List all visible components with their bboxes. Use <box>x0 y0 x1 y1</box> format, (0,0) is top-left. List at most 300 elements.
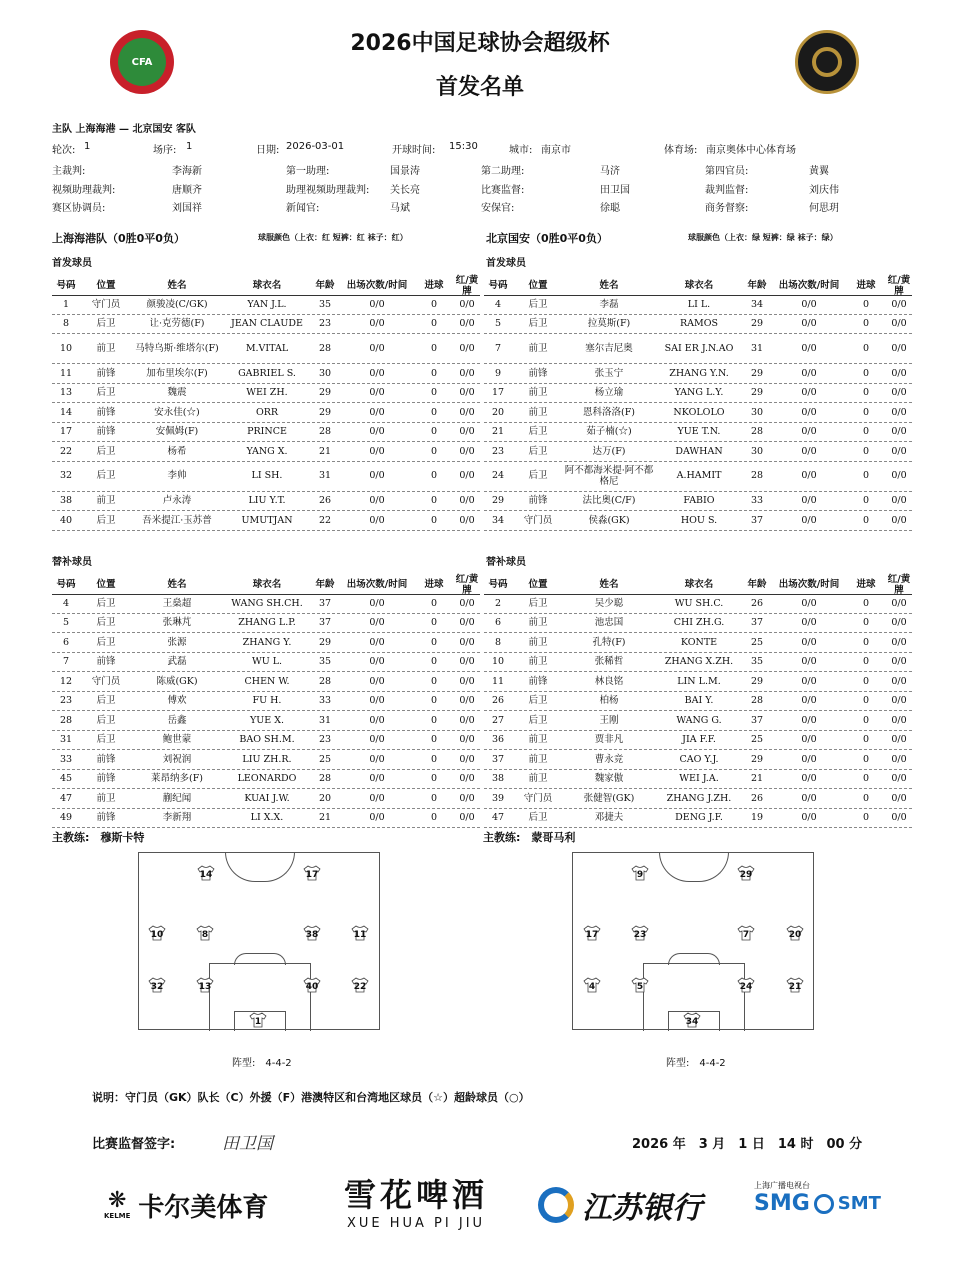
table-cell: 47 <box>491 812 505 824</box>
table-cell: LI SH. <box>251 470 283 482</box>
home-kit: 球服颜色（上衣：红 短裤：红 袜子：红） <box>258 233 408 242</box>
table-cell: 0/0 <box>801 514 817 526</box>
shirt-icon <box>737 977 755 993</box>
table-cell: 前卫 <box>528 406 548 418</box>
table-cell: 0/0 <box>369 792 385 804</box>
table-cell: 前卫 <box>528 342 548 354</box>
table-cell: 0/0 <box>891 636 907 648</box>
table-cell: 吾米提江·玉苏普 <box>142 514 212 526</box>
table-cell: 0/0 <box>891 597 907 609</box>
home-starters-label: 首发球员 <box>52 258 92 269</box>
table-cell: 贾非凡 <box>594 734 624 746</box>
table-row <box>484 403 912 423</box>
table-cell: ZHANG L.P. <box>238 617 296 629</box>
table-cell: LIU Y.T. <box>248 495 286 507</box>
table-cell: 安佩姆(F) <box>155 426 199 438</box>
table-cell: 0/0 <box>801 342 817 354</box>
table-cell: 0 <box>430 495 438 507</box>
table-cell: YANG L.Y. <box>674 387 724 399</box>
home-subs-label: 替补球员 <box>52 557 92 568</box>
shirt-icon <box>196 977 214 993</box>
table-cell: 0 <box>862 773 870 785</box>
table-cell: 33 <box>59 753 73 765</box>
round-label: 轮次: <box>52 145 76 156</box>
table-cell: 张源 <box>167 636 187 648</box>
table-cell: 前卫 <box>528 656 548 668</box>
table-cell: RAMOS <box>679 318 719 330</box>
shirt-icon <box>737 925 755 941</box>
table-cell: 前锋 <box>528 367 548 379</box>
table-row <box>484 770 912 790</box>
table-cell: 0/0 <box>459 773 475 785</box>
table-cell: SAI ER J.N.AO <box>664 342 734 354</box>
table-cell: 2 <box>494 597 502 609</box>
home-subs-header <box>52 573 480 596</box>
column-header: 红/黄牌 <box>887 573 911 596</box>
table-cell: 1 <box>62 298 70 310</box>
snow-text: 雪花啤酒 <box>344 1176 489 1214</box>
table-cell: 0 <box>430 695 438 707</box>
table-cell: 0 <box>430 470 438 482</box>
table-cell: 0 <box>430 636 438 648</box>
away-starters-label: 首发球员 <box>486 258 526 269</box>
table-row <box>484 653 912 673</box>
table-cell: FU H. <box>252 695 282 707</box>
shirt-number: 9 <box>636 870 644 880</box>
table-cell: 24 <box>491 470 505 482</box>
table-cell: CHEN W. <box>244 675 290 687</box>
table-row <box>484 364 912 384</box>
table-cell: YANG X. <box>246 445 288 457</box>
column-header: 位置 <box>96 579 116 591</box>
table-cell: 0/0 <box>891 773 907 785</box>
column-header: 球衣名 <box>252 579 282 591</box>
table-cell: BAO SH.M. <box>239 734 295 746</box>
smt-text: SMT <box>837 1193 881 1214</box>
table-cell: 30 <box>750 406 764 418</box>
table-cell: 王燊超 <box>162 597 192 609</box>
official-name: 刘庆伟 <box>809 185 839 196</box>
table-cell: 31 <box>750 342 764 354</box>
table-cell: 0/0 <box>369 617 385 629</box>
table-cell: 28 <box>750 470 764 482</box>
table-cell: LIN L.M. <box>677 675 721 687</box>
away-subs-header <box>484 573 912 596</box>
table-cell: 0/0 <box>369 714 385 726</box>
table-cell: 47 <box>59 792 73 804</box>
table-cell: 0/0 <box>891 734 907 746</box>
table-row <box>484 384 912 404</box>
table-cell: 0/0 <box>801 495 817 507</box>
table-cell: 4 <box>494 298 502 310</box>
official-label: 商务督察: <box>705 203 749 214</box>
table-cell: 0/0 <box>891 792 907 804</box>
table-cell: 魏家傲 <box>594 773 624 785</box>
table-cell: 0/0 <box>801 367 817 379</box>
table-cell: 0/0 <box>459 753 475 765</box>
table-cell: 傅欢 <box>167 695 187 707</box>
table-row <box>52 692 480 712</box>
table-row <box>52 295 480 315</box>
official-label: 比赛监督: <box>481 185 525 196</box>
official-label: 助理视频助理裁判: <box>286 185 370 196</box>
table-row <box>52 653 480 673</box>
table-cell: 后卫 <box>528 318 548 330</box>
table-cell: 28 <box>318 342 332 354</box>
table-cell: 0/0 <box>459 387 475 399</box>
shirt-icon <box>196 925 214 941</box>
shirt-number: 22 <box>353 982 367 992</box>
table-cell: 32 <box>59 470 73 482</box>
table-cell: 7 <box>494 342 502 354</box>
signature-label: 比赛监督签字: <box>92 1137 176 1152</box>
table-cell: 0/0 <box>891 445 907 457</box>
shirt-icon <box>683 1012 701 1028</box>
table-cell: 0 <box>430 753 438 765</box>
shirt-number: 14 <box>199 870 213 880</box>
table-cell: 0/0 <box>891 387 907 399</box>
table-cell: 0/0 <box>801 675 817 687</box>
table-cell: 26 <box>491 695 505 707</box>
table-cell: 0/0 <box>369 636 385 648</box>
table-row <box>52 614 480 634</box>
table-cell: 21 <box>318 812 332 824</box>
table-cell: 28 <box>750 695 764 707</box>
table-cell: 25 <box>750 734 764 746</box>
smg-sponsor <box>754 1180 881 1230</box>
table-cell: 0/0 <box>801 812 817 824</box>
table-cell: 前卫 <box>96 495 116 507</box>
table-cell: CHI ZH.G. <box>673 617 725 629</box>
table-cell: 0 <box>862 367 870 379</box>
table-row <box>52 364 480 384</box>
away-subs-label: 替补球员 <box>486 557 526 568</box>
table-cell: 0/0 <box>801 734 817 746</box>
away-coach: 主教练: 蒙哥马利 <box>483 831 576 844</box>
table-cell: 0 <box>862 617 870 629</box>
table-cell: 0 <box>430 445 438 457</box>
table-cell: 王刚 <box>599 714 619 726</box>
shirt-number: 38 <box>305 930 319 940</box>
cfa-logo-inner: CFA <box>118 38 166 86</box>
round-value: 1 <box>84 141 91 152</box>
table-cell: 25 <box>318 753 332 765</box>
shirt-icon <box>148 977 166 993</box>
table-cell: 后卫 <box>96 597 116 609</box>
table-cell: 0/0 <box>369 695 385 707</box>
table-cell: 0/0 <box>459 342 475 354</box>
column-header: 出场次数/时间 <box>778 579 840 591</box>
table-row <box>52 315 480 335</box>
table-cell: 0/0 <box>801 656 817 668</box>
table-row <box>484 295 912 315</box>
table-cell: 29 <box>491 495 505 507</box>
table-cell: 37 <box>750 514 764 526</box>
table-cell: 0/0 <box>459 734 475 746</box>
shirt-icon <box>631 865 649 881</box>
table-cell: 后卫 <box>96 514 116 526</box>
table-cell: 0/0 <box>459 617 475 629</box>
shirt-number: 7 <box>742 930 750 940</box>
table-cell: 0/0 <box>459 298 475 310</box>
table-cell: 37 <box>750 714 764 726</box>
table-row <box>52 672 480 692</box>
table-cell: M.VITAL <box>245 342 289 354</box>
table-cell: 0/0 <box>369 298 385 310</box>
table-cell: 陈威(GK) <box>156 675 198 687</box>
table-cell: 23 <box>491 445 505 457</box>
table-row <box>52 633 480 653</box>
signed-time: 2026 年 3 月 1 日 14 时 00 分 <box>632 1137 863 1152</box>
table-row <box>52 334 480 364</box>
table-cell: 0/0 <box>459 597 475 609</box>
table-cell: 张玉宁 <box>594 367 624 379</box>
table-cell: 5 <box>62 617 70 629</box>
city-value: 南京市 <box>541 145 571 156</box>
column-header: 年龄 <box>747 579 767 591</box>
city-label: 城市: <box>509 145 533 156</box>
table-cell: 茹子楠(☆) <box>586 426 632 438</box>
table-cell: 0 <box>430 597 438 609</box>
table-cell: 前锋 <box>96 812 116 824</box>
table-row <box>52 750 480 770</box>
table-cell: 李新翔 <box>162 812 192 824</box>
table-cell: 26 <box>750 792 764 804</box>
table-cell: 0 <box>862 597 870 609</box>
table-cell: 前锋 <box>528 675 548 687</box>
table-cell: 0/0 <box>459 636 475 648</box>
table-cell: 0 <box>430 318 438 330</box>
smg-text: SMG <box>754 1191 810 1216</box>
table-cell: 安永佳(☆) <box>154 406 200 418</box>
column-header: 号码 <box>488 280 508 292</box>
table-cell: 达万(F) <box>592 445 626 457</box>
column-header: 姓名 <box>599 280 619 292</box>
table-cell: 后卫 <box>96 470 116 482</box>
table-cell: 28 <box>318 773 332 785</box>
table-row <box>484 809 912 829</box>
column-header: 进球 <box>856 280 876 292</box>
table-cell: 5 <box>494 318 502 330</box>
table-cell: 0/0 <box>801 636 817 648</box>
table-row <box>484 511 912 531</box>
table-cell: 0 <box>862 812 870 824</box>
table-cell: 0 <box>862 792 870 804</box>
table-cell: 31 <box>318 714 332 726</box>
table-cell: 后卫 <box>96 387 116 399</box>
shirt-icon <box>303 865 321 881</box>
table-cell: 30 <box>750 445 764 457</box>
table-cell: 后卫 <box>96 617 116 629</box>
table-cell: 4 <box>62 597 70 609</box>
table-row <box>52 594 480 614</box>
table-row <box>52 770 480 790</box>
table-cell: 11 <box>59 367 73 379</box>
table-cell: 34 <box>491 514 505 526</box>
away-formation: 阵型: 4-4-2 <box>666 1058 726 1069</box>
table-cell: 0/0 <box>801 617 817 629</box>
table-cell: 29 <box>318 406 332 418</box>
table-row <box>52 384 480 404</box>
snow-beer-sponsor <box>344 1170 488 1240</box>
away-kit: 球服颜色（上衣：绿 短裤：绿 袜子：绿） <box>688 233 838 242</box>
column-header: 出场次数/时间 <box>346 280 408 292</box>
table-cell: 20 <box>491 406 505 418</box>
table-cell: 0/0 <box>891 406 907 418</box>
column-header: 号码 <box>56 280 76 292</box>
shirt-icon <box>303 977 321 993</box>
table-cell: 0 <box>862 656 870 668</box>
table-cell: YUE T.N. <box>677 426 721 438</box>
table-cell: 0 <box>430 514 438 526</box>
table-cell: 0 <box>430 675 438 687</box>
table-cell: 23 <box>318 318 332 330</box>
table-cell: 0 <box>862 514 870 526</box>
shirt-number: 8 <box>201 930 209 940</box>
table-cell: 孔特(F) <box>592 636 626 648</box>
table-cell: 池忠国 <box>594 617 624 629</box>
table-cell: 40 <box>59 514 73 526</box>
table-cell: 28 <box>318 675 332 687</box>
table-cell: 守门员 <box>91 675 121 687</box>
column-header: 年龄 <box>315 579 335 591</box>
table-cell: 法比奥(C/F) <box>582 495 636 507</box>
shirt-icon <box>583 977 601 993</box>
table-row <box>484 692 912 712</box>
table-cell: 0/0 <box>801 753 817 765</box>
official-label: 赛区协调员: <box>52 203 106 214</box>
table-cell: 守门员 <box>523 792 553 804</box>
table-cell: 0/0 <box>369 445 385 457</box>
match-label: 场序: <box>153 145 177 156</box>
official-name: 田卫国 <box>600 185 630 196</box>
table-cell: 22 <box>318 514 332 526</box>
table-cell: 0/0 <box>369 514 385 526</box>
official-name: 关长亮 <box>390 185 420 196</box>
table-cell: 0/0 <box>369 753 385 765</box>
table-cell: 0/0 <box>459 367 475 379</box>
column-header: 号码 <box>56 579 76 591</box>
table-cell: 37 <box>318 597 332 609</box>
shirt-icon <box>351 977 369 993</box>
table-row <box>484 423 912 443</box>
table-cell: 0/0 <box>891 426 907 438</box>
table-cell: ORR <box>255 406 279 418</box>
table-cell: 26 <box>750 597 764 609</box>
teams-line: 主队 上海海港 — 北京国安 客队 <box>52 124 196 135</box>
column-header: 进球 <box>856 579 876 591</box>
away-pitch <box>572 852 814 1030</box>
table-cell: 0/0 <box>459 812 475 824</box>
table-cell: 卢永涛 <box>162 495 192 507</box>
home-formation: 阵型: 4-4-2 <box>232 1058 292 1069</box>
column-header: 红/黄牌 <box>887 274 911 297</box>
table-cell: 0 <box>862 387 870 399</box>
shirt-number: 40 <box>305 982 319 992</box>
table-cell: 0/0 <box>459 426 475 438</box>
table-cell: 0 <box>862 753 870 765</box>
table-cell: 马特乌斯·维塔尔(F) <box>135 342 219 354</box>
table-cell: 0 <box>862 342 870 354</box>
official-label: 视频助理裁判: <box>52 185 116 196</box>
table-cell: 后卫 <box>528 470 548 482</box>
table-cell: 28 <box>59 714 73 726</box>
column-header: 进球 <box>424 579 444 591</box>
table-cell: 0/0 <box>801 445 817 457</box>
table-cell: 39 <box>491 792 505 804</box>
table-cell: WU L. <box>251 656 283 668</box>
shirt-number: 34 <box>685 1017 699 1027</box>
table-cell: 29 <box>750 753 764 765</box>
table-cell: 李磊 <box>599 298 619 310</box>
table-row <box>52 809 480 829</box>
table-cell: 29 <box>318 387 332 399</box>
table-cell: 8 <box>494 636 502 648</box>
table-cell: 前锋 <box>96 656 116 668</box>
table-cell: 0/0 <box>891 714 907 726</box>
table-cell: 27 <box>491 714 505 726</box>
table-cell: 前锋 <box>528 495 548 507</box>
table-cell: 0/0 <box>369 367 385 379</box>
table-row <box>52 492 480 512</box>
table-cell: 29 <box>750 387 764 399</box>
table-cell: 0/0 <box>891 514 907 526</box>
table-cell: 14 <box>59 406 73 418</box>
table-cell: 0/0 <box>459 656 475 668</box>
table-cell: 塞尔吉尼奥 <box>585 342 633 354</box>
table-cell: BAI Y. <box>684 695 714 707</box>
table-cell: 8 <box>62 318 70 330</box>
away-pitch-arc <box>659 852 729 882</box>
away-starters-header <box>484 274 912 297</box>
column-header: 年龄 <box>315 280 335 292</box>
table-cell: 0/0 <box>801 318 817 330</box>
shirt-number: 5 <box>636 982 644 992</box>
table-cell: 0 <box>430 656 438 668</box>
official-label: 裁判监督: <box>705 185 749 196</box>
shirt-number: 21 <box>788 982 802 992</box>
table-cell: 武磊 <box>167 656 187 668</box>
table-cell: 10 <box>491 656 505 668</box>
table-cell: 0 <box>862 734 870 746</box>
table-cell: 让·克劳德(F) <box>149 318 205 330</box>
shirt-icon <box>786 925 804 941</box>
table-cell: 0 <box>862 495 870 507</box>
date-label: 日期: <box>256 145 280 156</box>
table-cell: 0/0 <box>891 318 907 330</box>
official-name: 国景涛 <box>390 166 420 177</box>
kickoff-value: 15:30 <box>449 141 478 152</box>
table-cell: WEI J.A. <box>679 773 719 785</box>
table-cell: 37 <box>318 617 332 629</box>
paw-icon: ❋ <box>107 1188 127 1213</box>
table-cell: 后卫 <box>96 445 116 457</box>
column-header: 进球 <box>424 280 444 292</box>
table-cell: 0 <box>430 406 438 418</box>
table-cell: CAO Y.J. <box>679 753 719 765</box>
table-cell: 28 <box>318 426 332 438</box>
table-cell: 21 <box>318 445 332 457</box>
shirt-icon <box>351 925 369 941</box>
table-cell: NKOLOLO <box>673 406 725 418</box>
table-cell: ZHANG J.ZH. <box>666 792 732 804</box>
table-cell: 45 <box>59 773 73 785</box>
table-cell: 21 <box>491 426 505 438</box>
column-header: 球衣名 <box>684 280 714 292</box>
table-cell: FABIO <box>683 495 715 507</box>
table-cell: 曹永竞 <box>594 753 624 765</box>
column-header: 姓名 <box>599 579 619 591</box>
